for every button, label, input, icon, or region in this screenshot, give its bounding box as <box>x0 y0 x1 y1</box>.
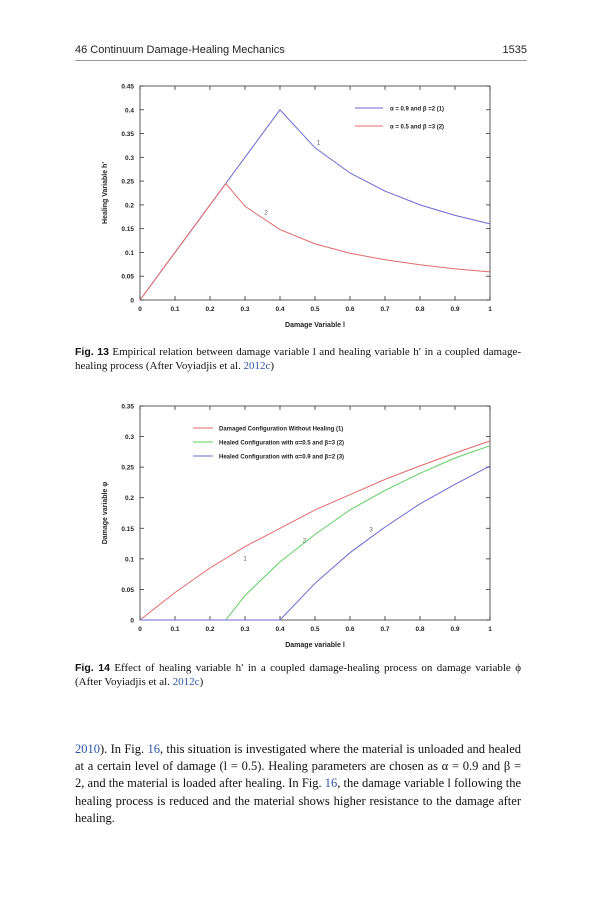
header-rule <box>75 60 527 61</box>
legend-label-3: Healed Configuration with α=0.9 and β=2 (3) <box>219 454 345 461</box>
y-tick-label: 0.2 <box>124 202 134 210</box>
x-tick-label: 1 <box>488 626 492 633</box>
y-tick-label: 0.45 <box>121 83 134 91</box>
figure-14-caption <box>75 661 521 689</box>
figure-13-label: Fig. 13 <box>75 346 109 358</box>
legend-label-2: Healed Configuration with α=0.5 and β=3 (2) <box>219 440 345 447</box>
x-tick-label: 0.6 <box>345 626 355 633</box>
body-paragraph <box>75 741 521 827</box>
figure-13-chart <box>95 78 505 333</box>
x-tick-label: 0.4 <box>275 626 285 633</box>
body-text: , this situation is investigated where the material is unloaded and healed at a certain level of damage (l = 0.5). Healing parameters are chosen as α = 0.9 and β = 2, and the material is loaded after healing. In Fig. <box>75 742 521 791</box>
x-tick-label: 0.3 <box>240 626 250 633</box>
x-tick-label: 0.8 <box>415 626 425 633</box>
y-tick-label: 0 <box>130 617 134 625</box>
figure-13-caption-end: ) <box>270 360 275 372</box>
legend-label-2: α = 0.5 and β =3 (2) <box>390 124 445 131</box>
figure-14 <box>95 398 505 653</box>
y-tick-label: 0.3 <box>124 154 134 162</box>
x-tick-label: 0.7 <box>380 306 390 313</box>
plot-frame <box>140 86 490 300</box>
x-tick-label: 0.6 <box>345 306 355 313</box>
plot-frame <box>140 406 490 620</box>
figure-13-citation-link[interactable]: 2012c <box>243 360 271 372</box>
figure-14-citation-link[interactable]: 2012c <box>172 676 200 688</box>
figure-13-caption-text: Empirical relation between damage variable l and healing variable h′ in a coupled damage-healing process (After Voyiadjis et al. <box>75 346 522 372</box>
legend-label-1: Damaged Configuration Without Healing (1) <box>219 426 344 433</box>
x-tick-label: 0.1 <box>170 306 180 313</box>
curve-label-3: 3 <box>369 526 373 534</box>
y-axis-label: Damage variable φ <box>102 481 109 545</box>
legend-label-1: α = 0.9 and β =2 (1) <box>390 106 445 113</box>
figure-14-caption-end: ) <box>199 676 204 688</box>
curve-label-1: 1 <box>316 139 321 147</box>
y-tick-label: 0 <box>130 297 134 305</box>
y-tick-label: 0.3 <box>124 434 134 442</box>
series-line-2 <box>140 184 490 301</box>
y-tick-label: 0.05 <box>121 586 134 594</box>
x-tick-label: 0.5 <box>310 306 320 313</box>
y-tick-label: 0.05 <box>121 273 134 281</box>
figure-14-chart <box>95 398 505 653</box>
body-text: ). In Fig. <box>100 742 148 756</box>
x-tick-label: 1 <box>488 306 492 313</box>
y-tick-label: 0.2 <box>124 495 134 503</box>
curve-label-1: 1 <box>243 555 247 563</box>
y-tick-label: 0.4 <box>124 107 134 115</box>
x-tick-label: 0.1 <box>170 626 180 633</box>
figure-16-link[interactable]: 16 <box>324 776 338 791</box>
x-tick-label: 0.9 <box>450 306 460 313</box>
series-line-1 <box>140 441 490 620</box>
x-tick-label: 0.5 <box>310 626 320 633</box>
figure-14-label: Fig. 14 <box>75 662 110 674</box>
citation-link[interactable]: 2010 <box>75 742 100 756</box>
running-header <box>75 44 527 62</box>
figure-13 <box>95 78 505 333</box>
running-title: 46 Continuum Damage-Healing Mechanics <box>75 44 285 56</box>
y-axis-label: Healing Variable h' <box>102 162 109 224</box>
x-tick-label: 0.3 <box>240 306 250 313</box>
y-tick-label: 0.25 <box>121 464 134 472</box>
y-tick-label: 0.35 <box>121 403 134 411</box>
x-tick-label: 0.2 <box>205 626 215 633</box>
page-number: 1535 <box>502 44 527 56</box>
x-tick-label: 0.7 <box>380 626 390 633</box>
body-text: , the damage variable l following the healing process is reduced and the material shows higher resistance to the damage after healing. <box>75 776 521 825</box>
y-tick-label: 0.1 <box>124 556 134 564</box>
x-tick-label: 0.4 <box>275 306 285 313</box>
x-tick-label: 0.9 <box>450 626 460 633</box>
x-tick-label: 0.2 <box>205 306 215 313</box>
x-tick-label: 0.8 <box>415 306 425 313</box>
y-tick-label: 0.1 <box>124 249 134 257</box>
x-axis-label: Damage Variable l <box>285 322 345 329</box>
x-tick-label: 0 <box>138 306 142 313</box>
x-tick-label: 0 <box>138 626 142 633</box>
curve-label-2: 2 <box>302 537 307 545</box>
series-line-1 <box>140 110 490 300</box>
curve-label-2: 2 <box>264 209 268 217</box>
series-line-2 <box>140 446 490 620</box>
y-tick-label: 0.15 <box>121 226 134 234</box>
figure-14-caption-text: Effect of healing variable h′ in a coupled damage-healing process on damage variable ϕ (After Voyiadjis et al. <box>75 662 521 688</box>
y-tick-label: 0.35 <box>121 131 134 139</box>
figure-16-link[interactable]: 16 <box>147 742 160 756</box>
x-axis-label: Damage variable l <box>285 642 345 649</box>
figure-13-caption <box>75 345 521 373</box>
y-tick-label: 0.25 <box>121 178 134 186</box>
series-line-3 <box>140 466 490 620</box>
y-tick-label: 0.15 <box>121 525 134 533</box>
